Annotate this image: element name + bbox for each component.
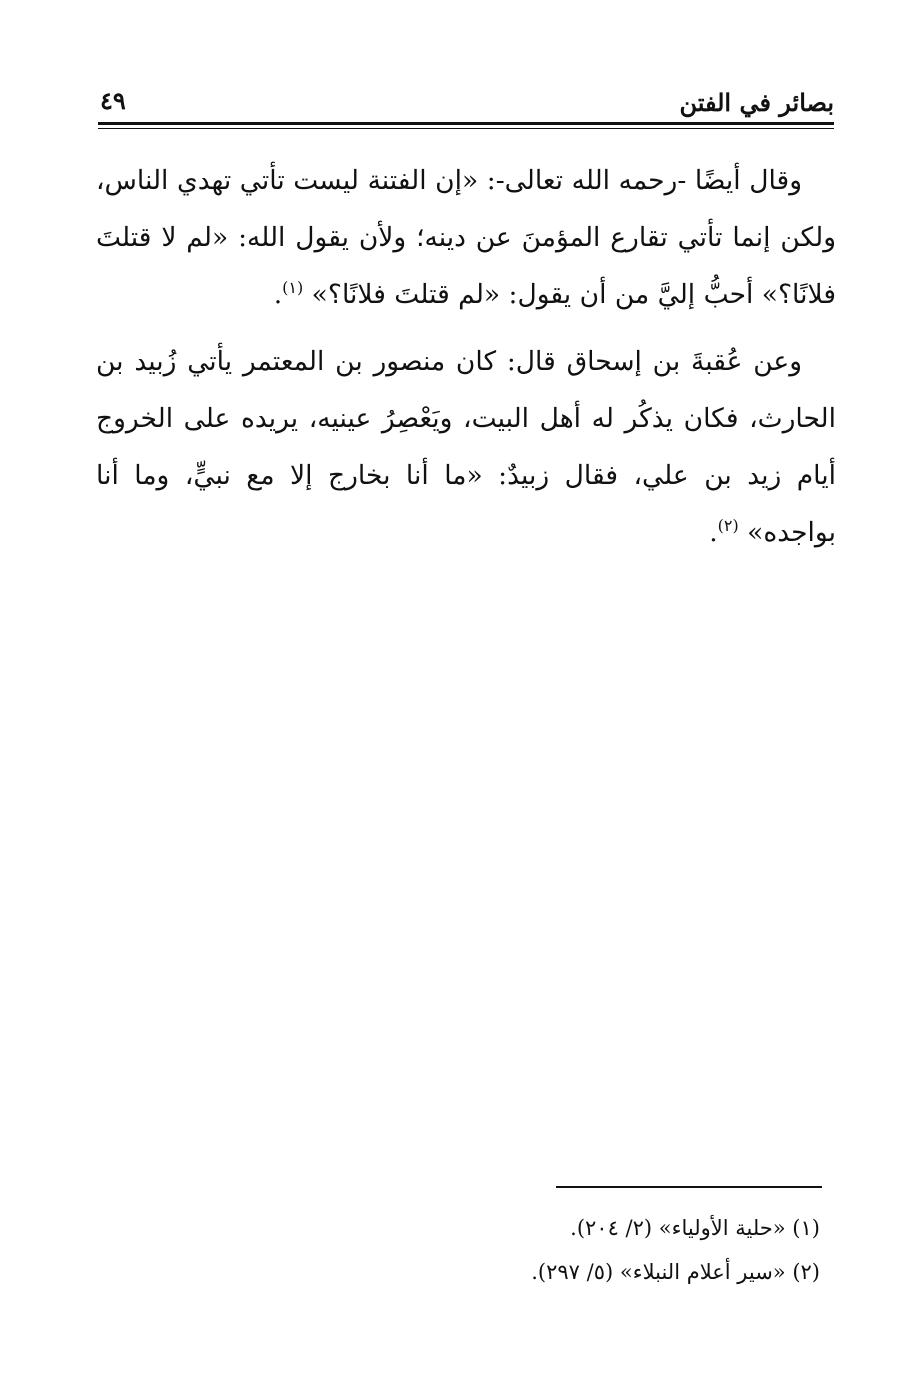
footnotes	[400, 1206, 820, 1294]
header-rule	[98, 122, 834, 125]
footnote-separator	[556, 1186, 822, 1188]
paragraph-end: .	[709, 517, 718, 548]
running-title: بصائر في الفتن	[679, 88, 834, 117]
main-text	[96, 152, 836, 571]
paragraph-2	[96, 333, 836, 561]
paragraph-text: وقال أيضًا -رحمه الله تعالى-: «إن الفتنة ليست تأتي تهدي الناس، ولكن إنما تأتي تقارع المؤمنَ عن دينه؛ ولأن يقول الله: «لم لا قتلتَ فلانًا؟» أحبُّ إليَّ من أن يقول: «لم قتلتَ فلانًا؟»	[96, 165, 836, 310]
header-rule-thin	[98, 128, 834, 129]
paragraph-1	[96, 152, 836, 323]
page-number: ٤٩	[100, 86, 126, 115]
footnote-reference-1: (١)	[282, 278, 304, 298]
footnote-2: (٢) «سير أعلام النبلاء» (٥/ ٢٩٧).	[531, 1260, 820, 1284]
page-header	[98, 84, 834, 124]
footnote-1: (١) «حلية الأولياء» (٢/ ٢٠٤).	[570, 1216, 820, 1240]
paragraph-end: .	[273, 279, 283, 310]
footnote-reference-2: (٢)	[717, 516, 739, 536]
paragraph-text: وعن عُقبةَ بن إسحاق قال: كان منصور بن المعتمر يأتي زُبيد بن الحارث، فكان يذكُر له أهل البيت، ويَعْصِرُ عينيه، يريده على الخروج أيام زيد بن علي، فقال زبيدٌ: «ما أنا بخارج إلا مع نبيٍّ، وما أنا بواجده»	[96, 346, 836, 548]
